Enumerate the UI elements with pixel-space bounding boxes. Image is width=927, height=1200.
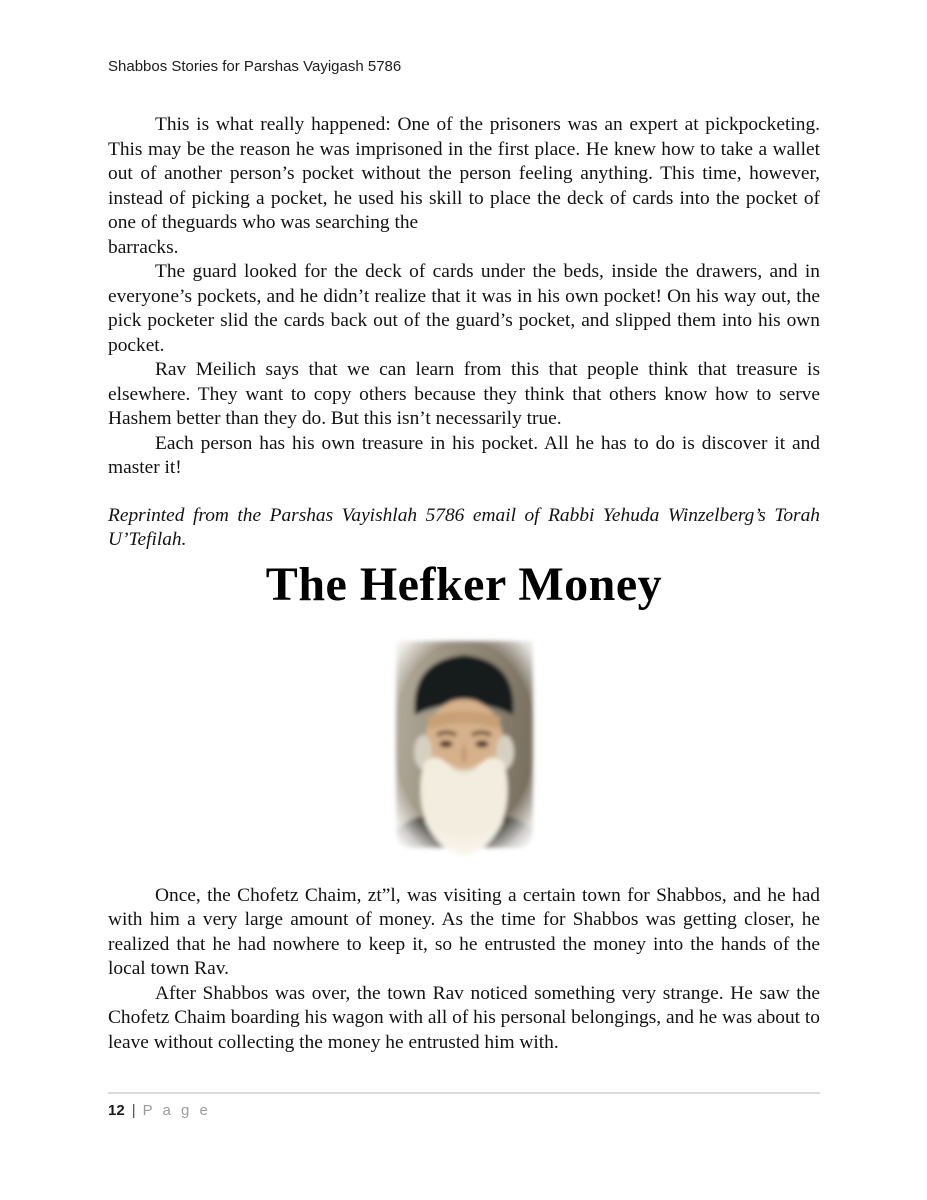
paragraph-text-continued: barracks.: [108, 236, 179, 258]
portrait-figure: [108, 631, 820, 858]
header-title: Shabbos Stories for Parshas Vayigash 5786: [108, 58, 402, 75]
paragraph-guard-search: The guard looked for the deck of cards under the beds, inside the drawers, and in everyone’s pockets, and he didn’t realize that it was in his own pocket! On his way out, the pick pocketer slid the cards back out of the guard’s pocket, and slipped them into his own pocket.: [108, 261, 820, 356]
footer-page-number: 12: [108, 1102, 125, 1119]
paragraph-text: This is what really happened: One of the prisoners was an expert at pickpocketing. This may be the reason he was imprisoned in the first place. He knew how to take a wallet out of another person’s pocket without the person feeling anything. This time, however, instead of picking a pocket, he used his skill to place the deck of cards into the pocket of one of theguards who was searching the: [108, 114, 820, 233]
paragraph-own-treasure: Each person has his own treasure in his pocket. All he has to do is discover it and master it!: [108, 432, 820, 478]
paragraph-after-shabbos: After Shabbos was over, the town Rav noticed something very strange. He saw the Chofetz Chaim boarding his wagon with all of his personal belongings, and he was about to leave without collecting the money he entrusted him with.: [108, 982, 820, 1053]
footer-separator: |: [131, 1102, 136, 1119]
page-content: [108, 0, 820, 1055]
page-header: [108, 57, 820, 77]
reprint-attribution: Reprinted from the Parshas Vayishlah 5786 email of Rabbi Yehuda Winzelberg’s Torah U’Tefilah.: [108, 504, 820, 550]
footer-page-label: P a g e: [142, 1102, 211, 1119]
paragraph-rav-meilich-lesson: Rav Meilich says that we can learn from this that people think that treasure is elsewhere. They want to copy others because they think that others know how to serve Hashem better than they do. But this isn’t necessarily true.: [108, 359, 820, 429]
page-footer: [108, 1092, 820, 1121]
story-title: The Hefker Money: [265, 557, 663, 611]
paragraph-chofetz-chaim-money: Once, the Chofetz Chaim, zt”l, was visiting a certain town for Shabbos, and he had with him a very large amount of money. As the time for Shabbos was getting closer, he realized that he had nowhere to keep it, so he entrusted the money into the hands of the local town Rav.: [108, 884, 820, 979]
paragraph-prisoner-pickpocket: [108, 113, 820, 260]
rabbi-portrait-image: [382, 631, 547, 858]
